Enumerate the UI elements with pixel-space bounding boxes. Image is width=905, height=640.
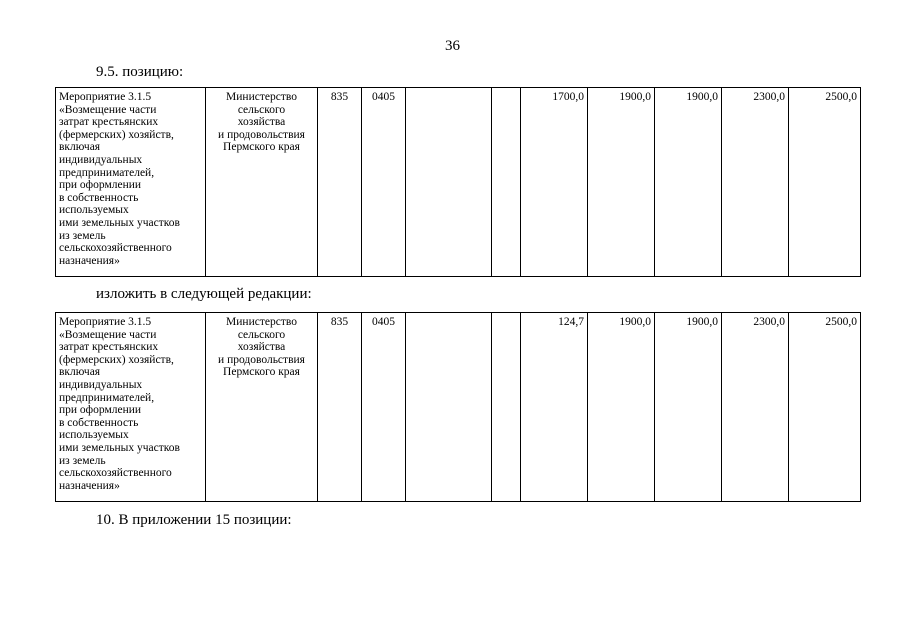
paragraph-appendix-15: 10. В приложении 15 позиции: <box>96 512 292 528</box>
value-year-5: 2500,0 <box>789 313 861 502</box>
value-year-3: 1900,0 <box>655 88 722 277</box>
code-expense-type <box>492 313 521 502</box>
value-year-2: 1900,0 <box>588 313 655 502</box>
code-grbs: 835 <box>318 88 362 277</box>
value-year-4: 2300,0 <box>722 88 789 277</box>
table-new-position <box>55 312 861 502</box>
measure-name: Мероприятие 3.1.5 «Возмещение части затрат крестьянских (фермерских) хозяйств, включая индивидуальных предпринимателей, при оформлении в собственность используемых ими земельных участков из земель сельскохозяйственного назначения» <box>56 313 206 502</box>
value-year-1: 1700,0 <box>521 88 588 277</box>
code-target-item <box>406 88 492 277</box>
value-year-5: 2500,0 <box>789 88 861 277</box>
paragraph-new-wording: изложить в следующей редакции: <box>96 286 312 302</box>
ministry-name: Министерство сельского хозяйства и продовольствия Пермского края <box>206 88 318 277</box>
table-old-position <box>55 87 861 277</box>
code-target-item <box>406 313 492 502</box>
code-section: 0405 <box>362 313 406 502</box>
ministry-name: Министерство сельского хозяйства и продовольствия Пермского края <box>206 313 318 502</box>
code-section: 0405 <box>362 88 406 277</box>
code-grbs: 835 <box>318 313 362 502</box>
table-row <box>56 313 861 502</box>
paragraph-position: 9.5. позицию: <box>96 64 184 80</box>
table-row <box>56 88 861 277</box>
value-year-1: 124,7 <box>521 313 588 502</box>
value-year-2: 1900,0 <box>588 88 655 277</box>
code-expense-type <box>492 88 521 277</box>
measure-name: Мероприятие 3.1.5 «Возмещение части затрат крестьянских (фермерских) хозяйств, включая индивидуальных предпринимателей, при оформлении в собственность используемых ими земельных участков из земель сельскохозяйственного назначения» <box>56 88 206 277</box>
value-year-3: 1900,0 <box>655 313 722 502</box>
value-year-4: 2300,0 <box>722 313 789 502</box>
page-number: 36 <box>445 38 460 54</box>
